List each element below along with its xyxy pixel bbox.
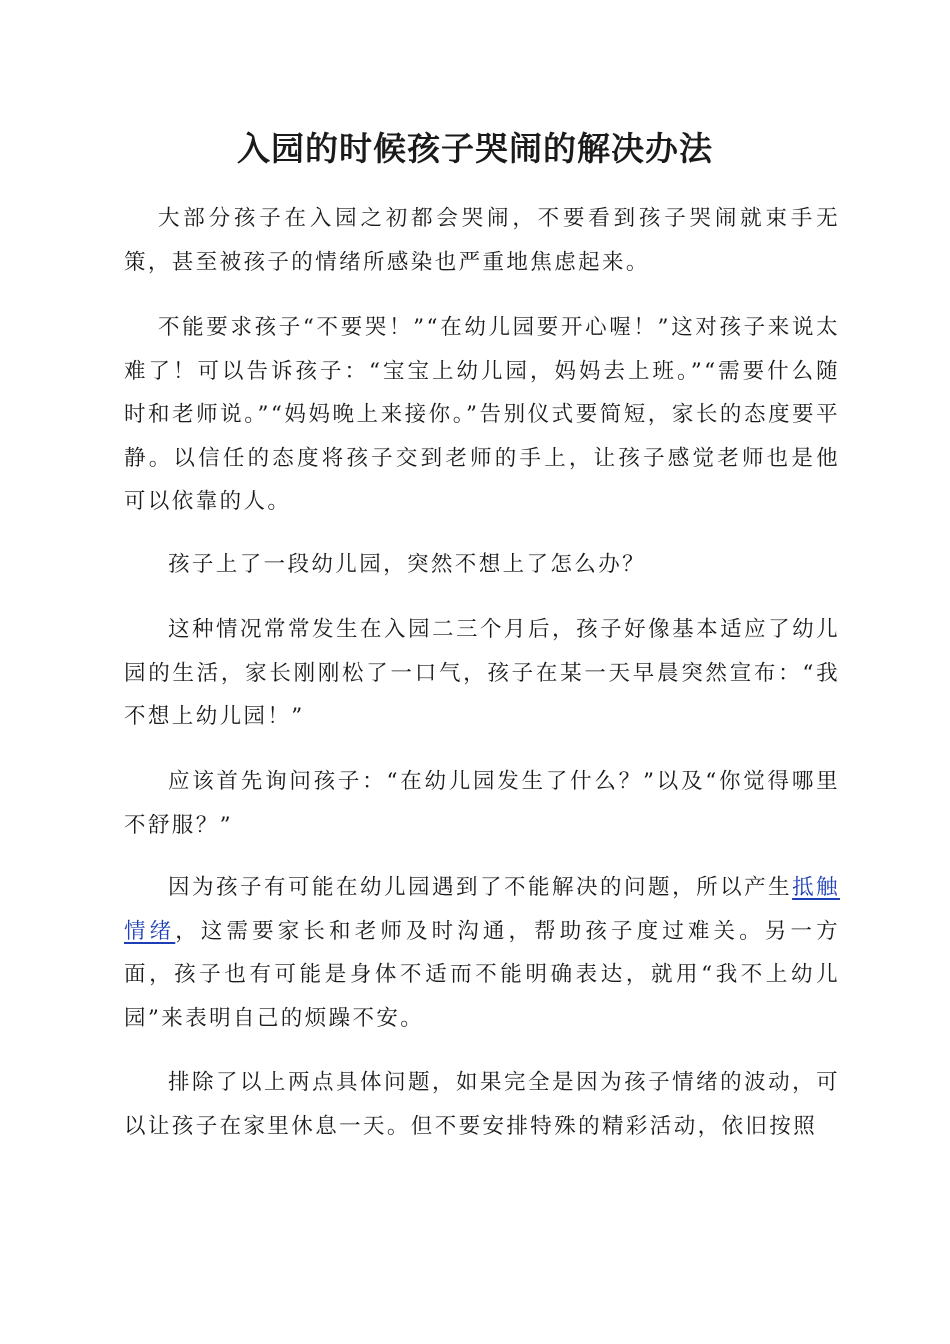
document-title: 入园的时候孩子哭闹的解决办法 — [237, 129, 713, 168]
paragraph-4: 这种情况常常发生在入园二三个月后，孩子好像基本适应了幼儿园的生活，家长刚刚松了一口气，孩子在某一天早晨突然宣布：“我不想上幼儿园！” — [124, 617, 840, 729]
paragraph-6-before: 因为孩子有可能在幼儿园遇到了不能解决的问题，所以产生 — [168, 875, 793, 900]
paragraph-3: 孩子上了一段幼儿园，突然不想上了怎么办？ — [168, 552, 647, 577]
paragraph-6 — [124, 866, 840, 1040]
paragraph-6-after: ，这需要家长和老师及时沟通，帮助孩子度过难关。另一方面，孩子也有可能是身体不适而不能明确表达，就用“我不上幼儿园”来表明自己的烦躁不安。 — [124, 918, 840, 1031]
resistance-emotion-link[interactable]: 抵触情绪 — [124, 875, 840, 944]
paragraph-5: 应该首先询问孩子：“在幼儿园发生了什么？”以及“你觉得哪里不舒服？” — [124, 769, 840, 838]
paragraph-1: 大部分孩子在入园之初都会哭闹，不要看到孩子哭闹就束手无策，甚至被孩子的情绪所感染也严重地焦虑起来。 — [124, 206, 840, 275]
paragraph-2: 不能要求孩子“不要哭！”“在幼儿园要开心喔！”这对孩子来说太难了！可以告诉孩子：“宝宝上幼儿园，妈妈去上班。”“需要什么随时和老师说。”“妈妈晚上来接你。”告别仪式要简短，家长的态度要平静。以信任的态度将孩子交到老师的手上，让孩子感觉老师也是他可以依靠的人。 — [124, 315, 840, 514]
paragraph-7: 排除了以上两点具体问题，如果完全是因为孩子情绪的波动，可以让孩子在家里休息一天。但不要安排特殊的精彩活动，依旧按照 — [124, 1070, 840, 1139]
